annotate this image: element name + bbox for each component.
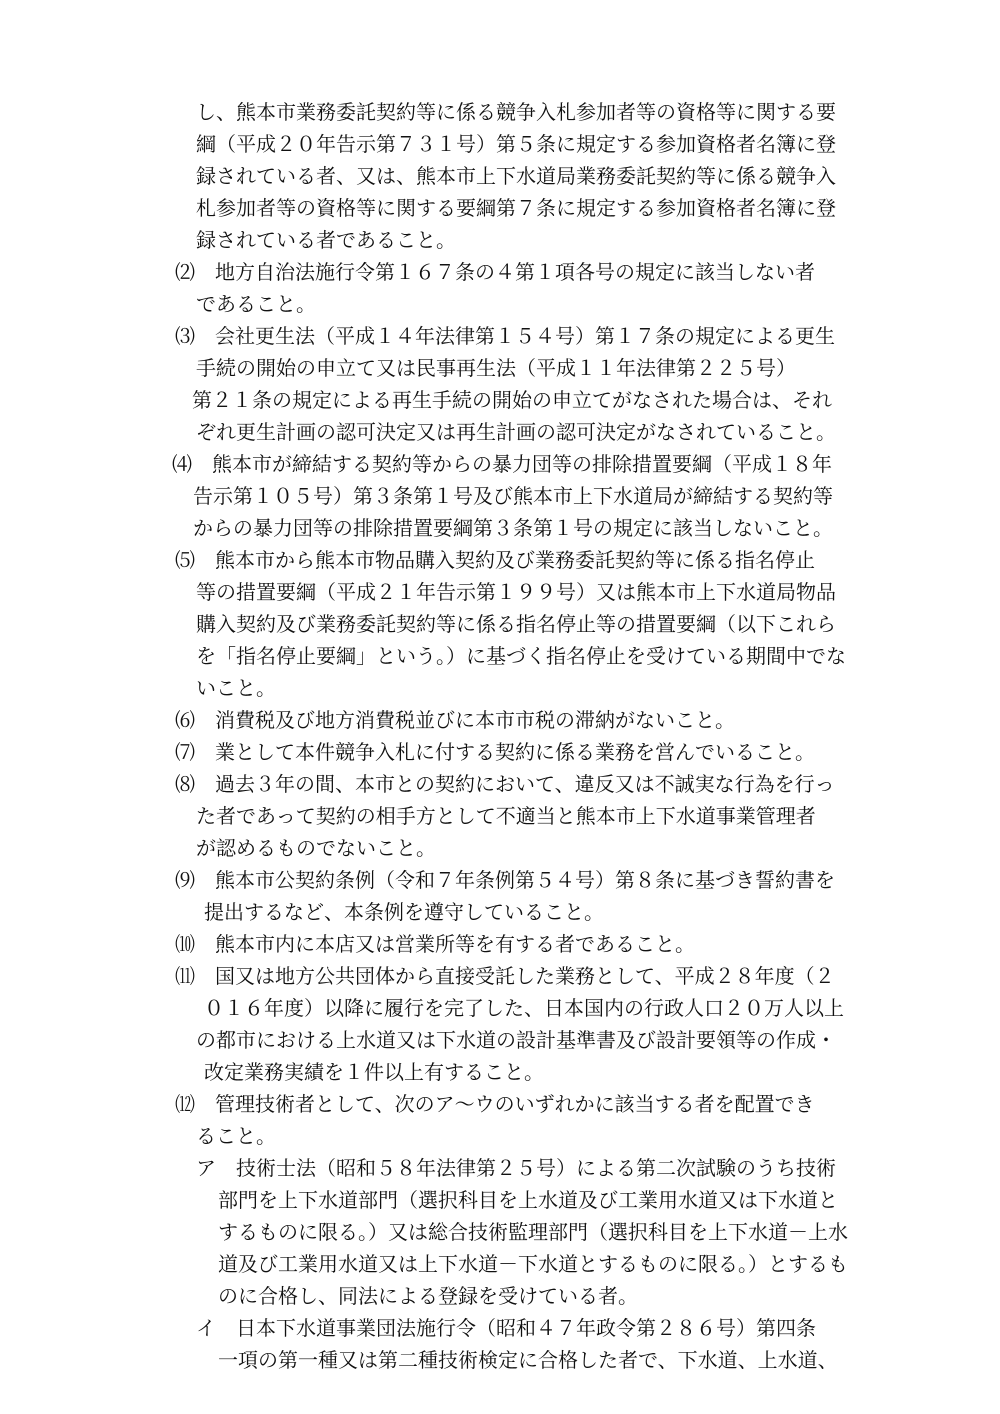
text-line: ぞれ更生計画の認可決定又は再生計画の認可決定がなされていること。 bbox=[196, 420, 836, 444]
text-line: 改定業務実績を１件以上有すること。 bbox=[204, 1060, 544, 1084]
list-item-11: ⑾ 国又は地方公共団体から直接受託した業務として、平成２８年度（２ bbox=[175, 964, 835, 988]
list-item-3: ⑶ 会社更生法（平成１４年法律第１５４号）第１７条の規定による更生 bbox=[175, 324, 835, 348]
text-line: し、熊本市業務委託契約等に係る競争入札参加者等の資格等に関する要 bbox=[196, 100, 836, 124]
text-line: た者であって契約の相手方として不適当と熊本市上下水道事業管理者 bbox=[196, 804, 816, 828]
text-line: のに合格し、同法による登録を受けている者。 bbox=[218, 1284, 638, 1308]
text-line: 札参加者等の資格等に関する要綱第７条に規定する参加資格者名簿に登 bbox=[196, 196, 836, 220]
text-line: 手続の開始の申立て又は民事再生法（平成１１年法律第２２５号） bbox=[196, 356, 796, 380]
text-line: の都市における上水道又は下水道の設計基準書及び設計要領等の作成・ bbox=[196, 1028, 836, 1052]
text-line: からの暴力団等の排除措置要綱第３条第１号の規定に該当しないこと。 bbox=[193, 516, 833, 540]
text-line: 綱（平成２０年告示第７３１号）第５条に規定する参加資格者名簿に登 bbox=[196, 132, 836, 156]
text-line: を「指名停止要綱」という。）に基づく指名停止を受けている期間中でな bbox=[196, 644, 846, 668]
text-line: が認めるものでないこと。 bbox=[196, 836, 436, 860]
text-line: 等の措置要綱（平成２１年告示第１９９号）又は熊本市上下水道局物品 bbox=[196, 580, 836, 604]
sub-item-i: イ 日本下水道事業団法施行令（昭和４７年政令第２８６号）第四条 bbox=[196, 1316, 816, 1340]
text-line: 道及び工業用水道又は上下水道－下水道とするものに限る。）とするも bbox=[218, 1252, 848, 1276]
text-line: ること。 bbox=[196, 1124, 276, 1148]
list-item-5: ⑸ 熊本市から熊本市物品購入契約及び業務委託契約等に係る指名停止 bbox=[175, 548, 815, 572]
list-item-6: ⑹ 消費税及び地方消費税並びに本市市税の滞納がないこと。 bbox=[175, 708, 735, 732]
text-line: ０１６年度）以降に履行を完了した、日本国内の行政人口２０万人以上 bbox=[204, 996, 844, 1020]
text-line: するものに限る。）又は総合技術監理部門（選択科目を上下水道－上水 bbox=[218, 1220, 848, 1244]
text-line: 一項の第一種又は第二種技術検定に合格した者で、下水道、上水道、 bbox=[218, 1348, 838, 1372]
text-line: 録されている者であること。 bbox=[196, 228, 456, 252]
text-line: 第２１条の規定による再生手続の開始の申立てがなされた場合は、それ bbox=[192, 388, 832, 412]
list-item-9: ⑼ 熊本市公契約条例（令和７年条例第５４号）第８条に基づき誓約書を bbox=[175, 868, 835, 892]
list-item-12: ⑿ 管理技術者として、次のア～ウのいずれかに該当する者を配置でき bbox=[175, 1092, 815, 1116]
list-item-10: ⑽ 熊本市内に本店又は営業所等を有する者であること。 bbox=[175, 932, 695, 956]
list-item-4: ⑷ 熊本市が締結する契約等からの暴力団等の排除措置要綱（平成１８年 bbox=[172, 452, 832, 476]
text-line: 提出するなど、本条例を遵守していること。 bbox=[204, 900, 604, 924]
text-line: 購入契約及び業務委託契約等に係る指名停止等の措置要綱（以下これら bbox=[196, 612, 836, 636]
text-line: であること。 bbox=[196, 292, 316, 316]
sub-item-a: ア 技術士法（昭和５８年法律第２５号）による第二次試験のうち技術 bbox=[196, 1156, 836, 1180]
list-item-7: ⑺ 業として本件競争入札に付する契約に係る業務を営んでいること。 bbox=[175, 740, 815, 764]
list-item-2: ⑵ 地方自治法施行令第１６７条の４第１項各号の規定に該当しない者 bbox=[175, 260, 815, 284]
text-line: 録されている者、又は、熊本市上下水道局業務委託契約等に係る競争入 bbox=[196, 164, 836, 188]
text-line: 部門を上下水道部門（選択科目を上水道及び工業用水道又は下水道と bbox=[218, 1188, 838, 1212]
text-line: 告示第１０５号）第３条第１号及び熊本市上下水道局が締結する契約等 bbox=[193, 484, 833, 508]
text-line: いこと。 bbox=[196, 676, 276, 700]
list-item-8: ⑻ 過去３年の間、本市との契約において、違反又は不誠実な行為を行っ bbox=[175, 772, 835, 796]
